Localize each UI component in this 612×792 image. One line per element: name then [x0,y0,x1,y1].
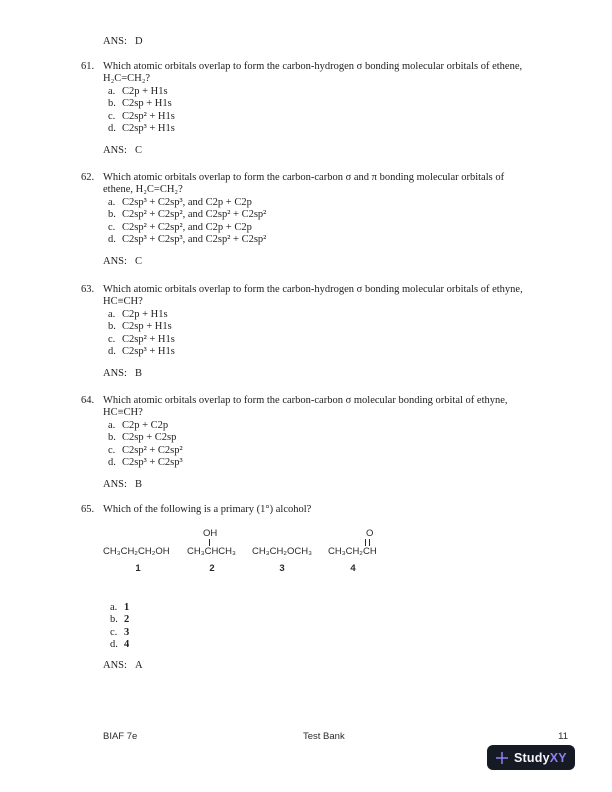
answer-label: ANS: [103,368,127,380]
question-number: 63. [81,284,95,295]
option-text: C2sp³ + C2sp³, and C2sp² + C2sp² [122,234,267,246]
options-list [108,420,586,470]
option-d [108,346,586,358]
structure-formula: CH₃CH₂OCH₃ [252,546,312,557]
option-text: C2p + C2p [122,419,169,431]
option-a [108,309,586,321]
answer-line [103,479,586,491]
option-c [110,627,129,639]
option-letter: c. [110,626,118,638]
option-b [108,98,586,110]
option-letter: a. [108,419,116,431]
option-text: 4 [124,639,130,651]
answer-letter: A [134,660,143,671]
double-bond-line [365,539,370,546]
option-c [108,111,586,123]
option-text: C2sp + H1s [122,321,172,333]
option-letter: b. [110,614,118,626]
question-text-line-1: Which of the following is a primary (1°) alcohol? [103,504,312,515]
question-text-line-2: ethene, H₂C=CH₂? [103,184,183,196]
option-text: 1 [124,602,130,613]
question-text-line-1: Which atomic orbitals overlap to form the carbon-hydrogen σ bonding molecular orbitals of ethene, [103,61,523,72]
option-letter: a. [108,308,116,320]
structure-formula: CH₃CH₂CH₂OH [103,546,170,557]
hydroxyl-group-label: OH [203,528,218,539]
option-text: 3 [124,626,130,638]
answer-label: ANS: [103,256,127,268]
option-text: C2sp² + C2sp² [122,444,183,456]
structure-1 [103,528,173,576]
option-letter: a. [108,196,116,208]
answer-label: ANS: [103,145,127,157]
option-c [108,222,586,234]
option-b [110,614,129,626]
option-a [110,602,129,614]
option-text: C2sp + C2sp [122,432,177,444]
option-d [110,639,129,651]
logo-text [514,751,567,765]
structure-formula: CH₃CHCH₃ [187,546,236,557]
option-letter: b. [108,209,116,221]
question-text-line-2: HC≡CH? [103,407,143,419]
option-letter: b. [108,432,116,444]
answer-letter: B [134,479,142,491]
plus-icon [495,751,509,765]
answer-line [103,660,143,672]
option-text: C2sp + H1s [122,98,172,110]
carbonyl-oxygen-label: O [366,528,374,539]
studyxy-logo-badge [487,745,575,770]
answer-label: ANS: [103,36,127,47]
answer-line [103,145,586,157]
structure-formula: CH₃CH₂CH [328,546,377,557]
answer-label: ANS: [103,479,127,491]
option-a [108,420,586,432]
option-text: C2sp³ + C2sp³, and C2p + C2p [122,196,252,208]
options-list [108,197,586,247]
option-text: C2sp² + C2sp², and C2p + C2p [122,221,252,233]
option-letter: d. [108,346,116,358]
answer-label: ANS: [103,660,127,671]
previous-answer-line [103,36,143,48]
options-list [108,309,586,359]
answer-line [103,368,586,380]
option-letter: d. [108,234,116,246]
option-text: 2 [124,614,130,626]
answer-letter: D [134,36,143,47]
question-text-line-1: Which atomic orbitals overlap to form the carbon-hydrogen σ bonding molecular orbitals of ethyne, [103,284,523,295]
question-number: 62. [81,172,95,183]
question-64 [81,395,586,492]
question-text-line-2: H₂C=CH₂? [103,73,151,85]
structures-row [81,528,586,578]
option-letter: a. [110,602,118,613]
option-text: C2sp² + H1s [122,110,175,122]
footer-section-title: Test Bank [303,731,345,742]
option-text: C2sp³ + C2sp³ [122,457,183,469]
option-letter: c. [108,333,116,345]
question-text-line-1: Which atomic orbitals overlap to form the carbon-carbon σ and π bonding molecular orbitals of [103,172,505,183]
options-list [108,86,586,136]
logo-text-accent: XY [549,750,567,765]
option-text: C2sp³ + H1s [122,123,175,135]
option-text: C2sp³ + H1s [122,346,175,358]
option-a [108,197,586,209]
structure-label: 2 [209,563,215,574]
structure-label: 4 [350,563,356,574]
option-letter: d. [108,123,116,135]
question-number: 64. [81,395,95,406]
structure-2 [187,528,237,576]
option-letter: c. [108,110,116,122]
question-61 [81,61,586,158]
option-d [108,234,586,246]
option-text: C2p + H1s [122,308,168,320]
structure-3 [252,528,312,576]
option-d [108,457,586,469]
option-c [108,445,586,457]
option-a [108,86,586,98]
option-letter: c. [108,444,116,456]
footer-document-title: BIAF 7e [103,731,138,742]
option-letter: b. [108,98,116,110]
option-letter: d. [108,457,116,469]
answer-letter: C [134,256,142,268]
option-c [108,334,586,346]
question-number: 65. [81,504,95,515]
answer-letter: C [134,145,142,157]
structure-4 [328,528,378,576]
option-letter: d. [110,639,118,651]
answer-line [103,256,586,268]
option-d [108,123,586,135]
page-number: 11 [558,731,568,742]
option-b [108,209,586,221]
option-b [108,321,586,333]
question-62 [81,172,586,269]
question-text-line-1: Which atomic orbitals overlap to form the carbon-carbon σ molecular bonding orbital of ethyne, [103,395,508,406]
question-text-line-2: HC≡CH? [103,296,143,308]
question-65 [81,504,586,684]
answer-letter: B [134,368,142,380]
option-letter: a. [108,85,116,97]
structure-label: 1 [135,563,141,574]
options-list [110,602,129,652]
option-b [108,432,586,444]
option-letter: b. [108,321,116,333]
question-63 [81,284,586,381]
question-number: 61. [81,61,95,72]
option-text: C2p + H1s [122,85,168,97]
single-bond-line [209,539,210,546]
structure-label: 3 [279,563,285,574]
logo-text-main: Study [514,750,550,765]
option-letter: c. [108,221,116,233]
option-text: C2sp² + H1s [122,333,175,345]
option-text: C2sp² + C2sp², and C2sp² + C2sp² [122,209,267,221]
